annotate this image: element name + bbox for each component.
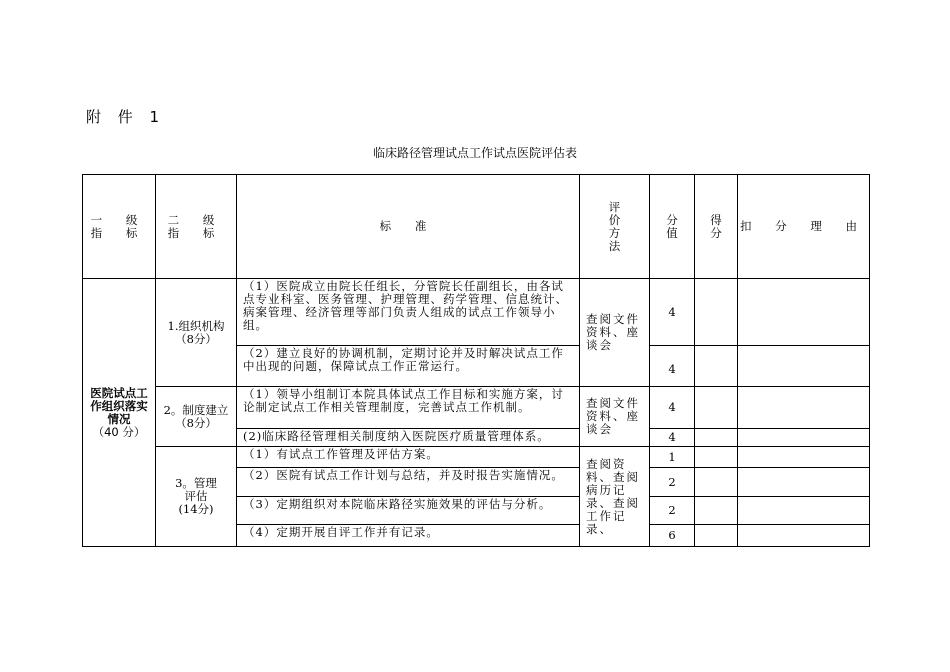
value-cell: 4 xyxy=(650,429,695,447)
standard-text: （4）定期开展自评工作并有记录。 xyxy=(237,525,580,547)
standard-text: （1）领导小组制订本院具体试点工作目标和实施方案，讨论制定试点工作相关管理制度，完善试点工作机制。 xyxy=(237,387,580,429)
score-input-cell[interactable] xyxy=(695,279,738,346)
level1-points: （40 分） xyxy=(92,424,146,439)
deduction-reason-cell[interactable] xyxy=(738,497,870,525)
standard-text: （3）定期组织对本院临床路径实施效果的评估与分析。 xyxy=(237,497,580,525)
evaluation-table xyxy=(82,174,870,547)
header-level1 xyxy=(83,175,156,279)
level1-name: 医院试点工作组织落实情况 xyxy=(90,385,148,426)
level2-name: 1.组织机构 xyxy=(167,318,225,333)
score-input-cell[interactable] xyxy=(695,387,738,429)
level2-points: （8分） xyxy=(175,415,217,430)
header-row xyxy=(83,175,870,279)
value-cell: 1 xyxy=(650,447,695,468)
level2-indicator xyxy=(156,279,237,387)
header-method xyxy=(580,175,650,279)
header-level1-line1: 一 级 xyxy=(90,212,148,227)
level2-points: （8分） xyxy=(175,331,217,346)
value-cell: 4 xyxy=(650,346,695,387)
header-method-char: 价 xyxy=(608,212,621,227)
header-score-char: 得 xyxy=(710,212,722,227)
header-score xyxy=(695,175,738,279)
value-cell: 2 xyxy=(650,497,695,525)
header-level1-line2: 指 标 xyxy=(90,225,148,240)
level2-indicator xyxy=(156,447,237,547)
evaluation-method: 查阅资料、查阅病历记录、查阅工作记录、 xyxy=(580,447,650,547)
score-input-cell[interactable] xyxy=(695,497,738,525)
header-score-char: 分 xyxy=(710,225,722,240)
deduction-reason-cell[interactable] xyxy=(738,525,870,547)
level2-name: 3。管理评估 xyxy=(175,476,217,503)
header-method-char: 法 xyxy=(608,238,621,253)
level2-points: (14分) xyxy=(178,502,214,516)
deduction-reason-cell[interactable] xyxy=(738,387,870,429)
level1-indicator xyxy=(83,279,156,547)
value-cell: 4 xyxy=(650,279,695,346)
standard-text: （2）建立良好的协调机制，定期讨论并及时解决试点工作中出现的问题，保障试点工作正常运行。 xyxy=(237,346,580,387)
standard-text: （1）有试点工作管理及评估方案。 xyxy=(237,447,580,468)
score-input-cell[interactable] xyxy=(695,429,738,447)
header-value-char: 分 xyxy=(666,212,678,227)
table-row xyxy=(83,387,870,429)
standard-text: （2）医院有试点工作计划与总结，并及时报告实施情况。 xyxy=(237,468,580,497)
deduction-reason-cell[interactable] xyxy=(738,279,870,346)
score-input-cell[interactable] xyxy=(695,447,738,468)
score-input-cell[interactable] xyxy=(695,346,738,387)
header-level2-line1: 二 级 xyxy=(167,212,225,227)
header-value xyxy=(650,175,695,279)
level2-indicator xyxy=(156,387,237,447)
form-title: 临床路径管理试点工作试点医院评估表 xyxy=(372,146,577,160)
header-level2 xyxy=(156,175,237,279)
standard-text: （1）医院成立由院长任组长，分管院长任副组长，由各试点专业科室、医务管理、护理管理、药学管理、信息统计、病案管理、经济管理等部门负责人组成的试点工作领导小组。 xyxy=(237,279,580,346)
header-method-char: 评 xyxy=(608,199,621,214)
header-level2-line2: 指 标 xyxy=(167,225,225,240)
deduction-reason-cell[interactable] xyxy=(738,468,870,497)
table-row xyxy=(83,279,870,346)
attachment-label: 附 件 1 xyxy=(86,108,166,126)
deduction-reason-cell[interactable] xyxy=(738,346,870,387)
value-cell: 4 xyxy=(650,387,695,429)
score-input-cell[interactable] xyxy=(695,468,738,497)
standard-text: (2)临床路径管理相关制度纳入医院医疗质量管理体系。 xyxy=(237,429,580,447)
header-standard: 标 准 xyxy=(237,175,580,279)
header-value-char: 值 xyxy=(666,225,678,240)
evaluation-method: 查阅文件资料、座谈会 xyxy=(580,387,650,447)
evaluation-method: 查阅文件资料、座谈会 xyxy=(580,279,650,387)
header-method-char: 方 xyxy=(608,225,621,240)
value-cell: 2 xyxy=(650,468,695,497)
header-reason: 扣 分 理 由 xyxy=(738,175,870,279)
deduction-reason-cell[interactable] xyxy=(738,447,870,468)
value-cell: 6 xyxy=(650,525,695,547)
deduction-reason-cell[interactable] xyxy=(738,429,870,447)
table-row xyxy=(83,447,870,468)
score-input-cell[interactable] xyxy=(695,525,738,547)
level2-name: 2。制度建立 xyxy=(163,402,229,417)
